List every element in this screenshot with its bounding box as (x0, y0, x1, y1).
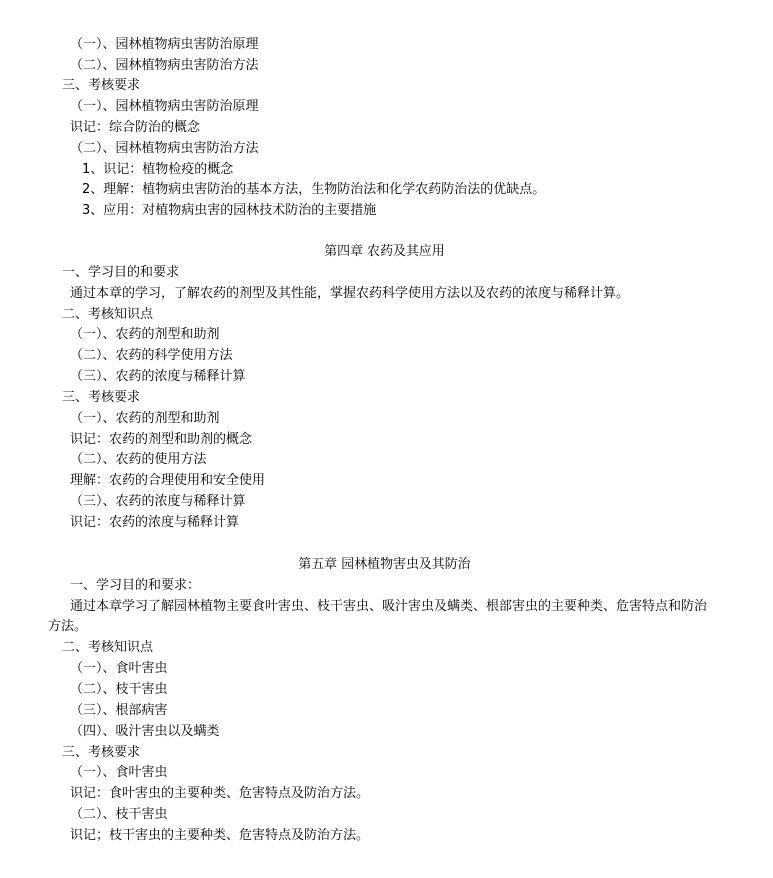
section-item: （一）、园林植物病虫害防治原理 (70, 37, 259, 52)
requirement-line: 识记；枝干害虫的主要种类、危害特点及防治方法。 (70, 828, 370, 843)
section-item: （二）、枝干害虫 (70, 807, 168, 822)
section-item: （一）、园林植物病虫害防治原理 (70, 99, 259, 114)
requirement-line: 3、应用：对植物病虫害的园林技术防治的主要措施 (82, 203, 377, 218)
requirement-line: 识记：农药的浓度与稀释计算 (70, 515, 240, 530)
paragraph: 通过本章的学习，了解农药的剂型及其性能，掌握农药科学使用方法以及农药的浓度与稀释计算。 (70, 286, 630, 301)
chapter-title: 第五章 园林植物害虫及其防治 (298, 557, 471, 572)
requirement-line: 识记：综合防治的概念 (70, 120, 201, 135)
section-heading: 二、考核知识点 (62, 640, 154, 655)
requirement-line: 理解：农药的合理使用和安全使用 (70, 473, 266, 488)
section-item: （一）、食叶害虫 (70, 661, 168, 676)
requirement-line: 识记：农药的剂型和助剂的概念 (70, 432, 253, 447)
section-item: （一）、农药的剂型和助剂 (70, 411, 220, 426)
section-item: （二）、农药的使用方法 (70, 452, 207, 467)
paragraph-continuation: 方法。 (48, 619, 88, 634)
paragraph: 通过本章学习了解园林植物主要食叶害虫、枝干害虫、吸汁害虫及螨类、根部害虫的主要种类、危害特点和防治 (70, 599, 708, 614)
section-item: （二）、农药的科学使用方法 (70, 348, 233, 363)
section-item: （三）、农药的浓度与稀释计算 (70, 494, 246, 509)
section-item: （二）、园林植物病虫害防治方法 (70, 58, 259, 73)
chapter-title: 第四章 农药及其应用 (324, 244, 445, 259)
section-item: （一）、农药的剂型和助剂 (70, 327, 220, 342)
section-item: （三）、农药的浓度与稀释计算 (70, 369, 246, 384)
section-heading: 三、考核要求 (62, 78, 141, 93)
section-item: （三）、根部病害 (70, 703, 168, 718)
requirement-line: 1、识记：植物检疫的概念 (82, 162, 234, 177)
section-heading: 三、考核要求 (62, 745, 141, 760)
section-item: （一）、食叶害虫 (70, 765, 168, 780)
section-heading: 一、学习目的和要求： (70, 578, 201, 593)
section-item: （二）、园林植物病虫害防治方法 (70, 141, 259, 156)
section-heading: 一、学习目的和要求 (62, 265, 180, 280)
section-heading: 三、考核要求 (62, 390, 141, 405)
requirement-line: 2、理解：植物病虫害防治的基本方法，生物防治法和化学农药防治法的优缺点。 (82, 182, 546, 197)
section-item: （四）、吸汁害虫以及螨类 (70, 724, 220, 739)
section-item: （二）、枝干害虫 (70, 682, 168, 697)
section-heading: 二、考核知识点 (62, 307, 154, 322)
requirement-line: 识记：食叶害虫的主要种类、危害特点及防治方法。 (70, 786, 370, 801)
